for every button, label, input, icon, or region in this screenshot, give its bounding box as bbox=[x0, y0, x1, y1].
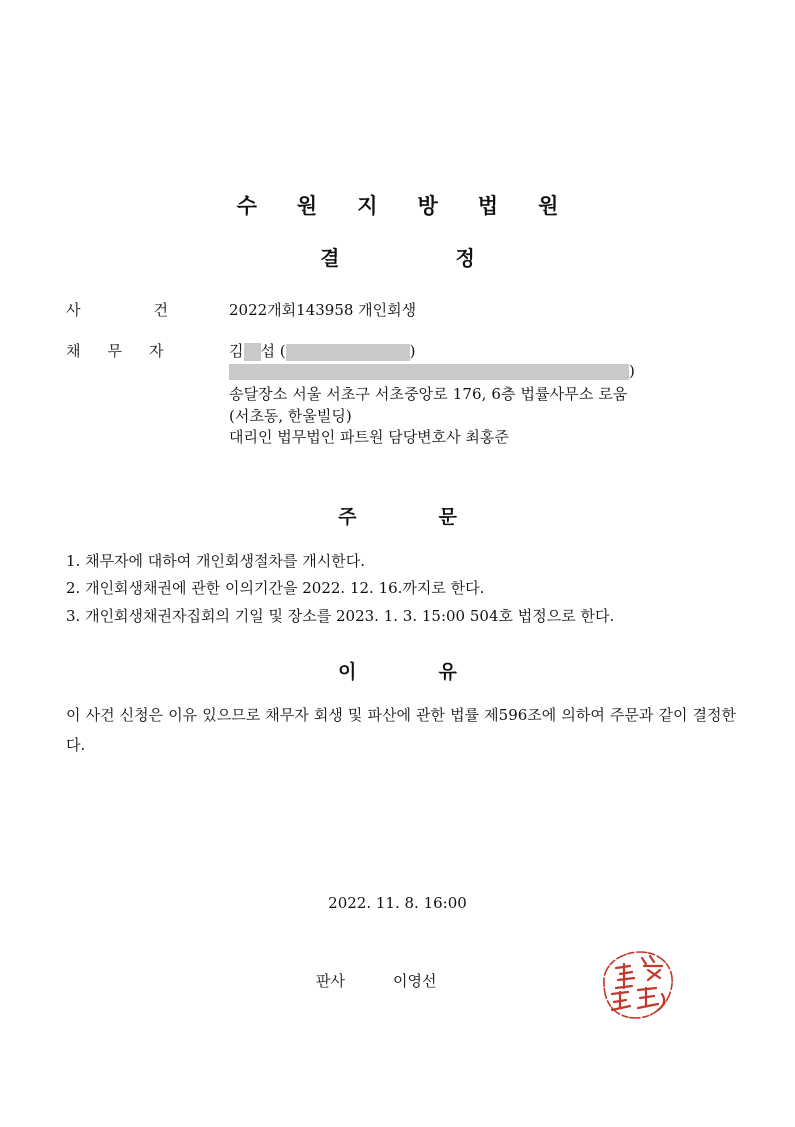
debtor-label bbox=[66, 340, 164, 361]
court-char: 방 bbox=[417, 194, 438, 218]
case-number: 2022개회143958 개인회생 bbox=[229, 301, 417, 319]
debtor-name-first: 김 bbox=[229, 342, 244, 360]
case-label-char: 사 bbox=[66, 301, 81, 319]
reason-text: 이 사건 신청은 이유 있으므로 채무자 회생 및 파산에 관한 법률 제596조에 의하여 주문과 같이 결정한다. bbox=[66, 706, 736, 754]
decision-date: 2022. 11. 8. 16:00 bbox=[328, 894, 467, 912]
judge-signature bbox=[316, 970, 436, 991]
order-item: 2. 개인회생채권에 관한 이의기간을 2022. 12. 16.까지로 한다. bbox=[66, 579, 485, 597]
judge-seal-icon bbox=[594, 944, 680, 1022]
close-paren: ) bbox=[409, 342, 416, 360]
judge-title: 판사 bbox=[316, 972, 345, 990]
service-address: 송달장소 서울 서초구 서초중앙로 176, 6층 법률사무소 로움 bbox=[229, 385, 628, 403]
title-char: 결 bbox=[320, 246, 340, 270]
order-item: 3. 개인회생채권자집회의 기일 및 장소를 2023. 1. 3. 15:00 504호 법정으로 한다. bbox=[66, 607, 615, 625]
court-char: 지 bbox=[357, 194, 378, 218]
case-label bbox=[66, 299, 168, 320]
close-paren: ) bbox=[629, 362, 635, 380]
debtor-address-line bbox=[229, 362, 635, 380]
debtor-label-char: 채 bbox=[66, 342, 81, 360]
debtor-label-char: 무 bbox=[107, 342, 122, 360]
reason-title bbox=[0, 657, 795, 684]
order-title-char: 문 bbox=[438, 506, 457, 528]
service-address-cont: (서초동, 한울빌딩) bbox=[229, 407, 352, 425]
order-item: 1. 채무자에 대하여 개인회생절차를 개시한다. bbox=[66, 552, 365, 570]
reason-title-char: 이 bbox=[338, 661, 357, 683]
open-paren: ( bbox=[279, 342, 286, 360]
reason-title-char: 유 bbox=[438, 661, 457, 683]
redaction-block bbox=[229, 364, 629, 380]
court-name bbox=[0, 190, 795, 220]
legal-agent: 대리인 법무법인 파트원 담당변호사 최홍준 bbox=[229, 428, 509, 446]
debtor-name-line bbox=[229, 340, 416, 361]
order-title-char: 주 bbox=[338, 506, 357, 528]
judge-name: 이영선 bbox=[392, 972, 437, 990]
order-title bbox=[0, 502, 795, 529]
court-char: 원 bbox=[296, 194, 318, 218]
title-char: 정 bbox=[455, 246, 475, 270]
court-char: 수 bbox=[236, 194, 257, 218]
court-char: 원 bbox=[538, 194, 559, 218]
debtor-label-char: 자 bbox=[149, 342, 164, 360]
document-title bbox=[0, 242, 795, 271]
debtor-name-last: 섭 bbox=[260, 342, 275, 360]
redaction-block bbox=[244, 343, 261, 361]
case-label-char: 건 bbox=[153, 301, 168, 319]
redaction-block bbox=[286, 344, 410, 361]
court-char: 법 bbox=[477, 194, 499, 218]
